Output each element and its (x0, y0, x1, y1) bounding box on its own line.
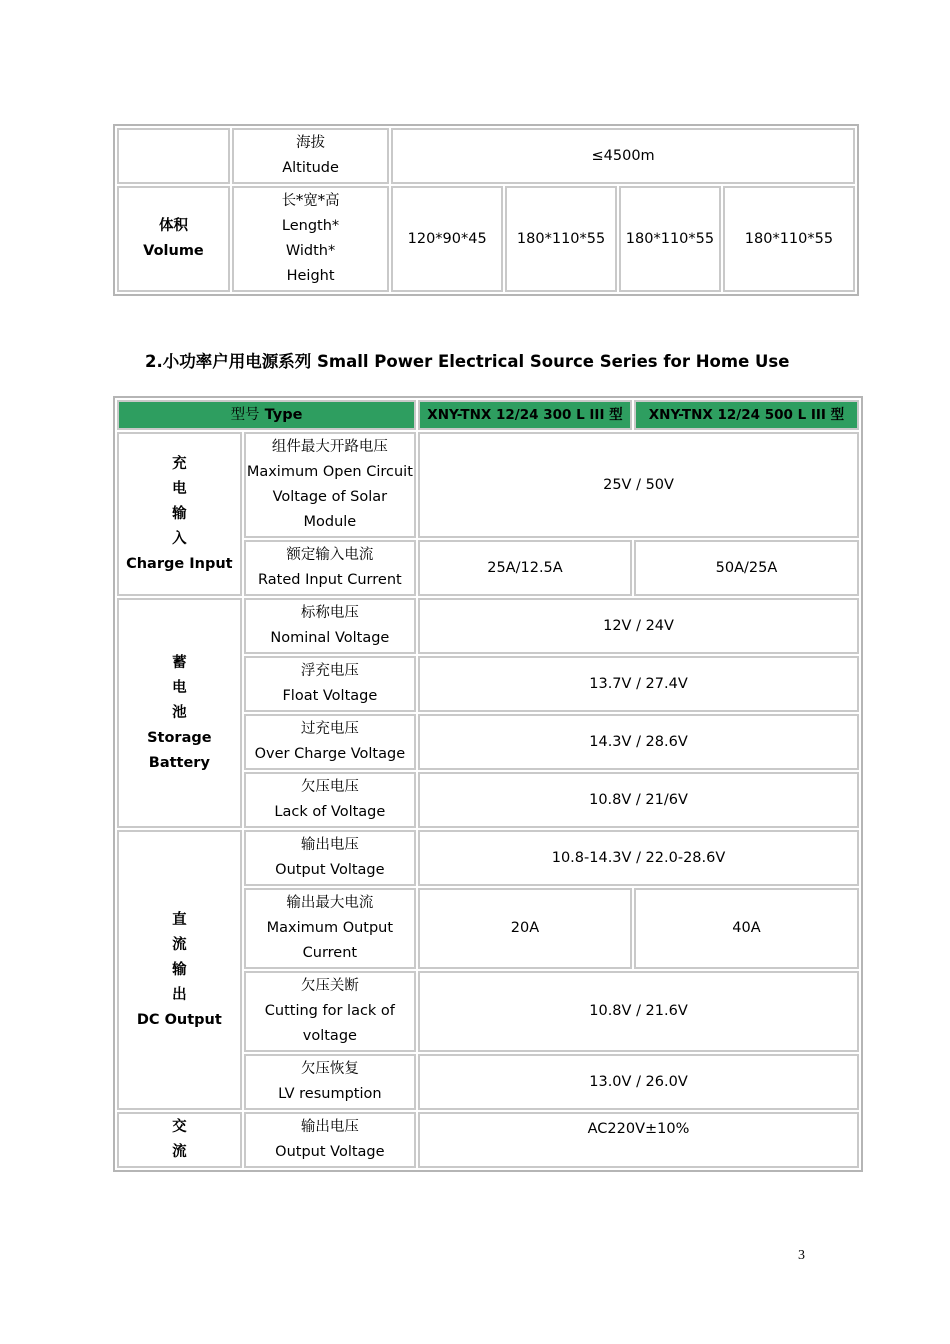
param-en: LV resumption (278, 1086, 382, 1102)
table-row (117, 830, 859, 886)
header-type (117, 400, 416, 430)
param-cn: 长*宽*高 (281, 193, 340, 209)
param-en-line: Cutting for lack of (264, 1003, 395, 1019)
section-title-en: Small Power Electrical Source Series for Home Use (311, 352, 790, 371)
param-cell (244, 432, 416, 538)
param-cell (244, 656, 416, 712)
value-cell: 25A/12.5A (418, 540, 632, 596)
param-en: Rated Input Current (258, 572, 402, 588)
param-en: Nominal Voltage (270, 630, 390, 646)
category-en: Volume (143, 243, 204, 259)
param-en-line: Current (302, 945, 358, 961)
value-cell: 14.3V / 28.6V (418, 714, 859, 770)
param-en: Lack of Voltage (274, 804, 386, 820)
header-type-en: Type (259, 406, 303, 423)
value-cell: 13.7V / 27.4V (418, 656, 859, 712)
page-number: 3 (798, 1248, 805, 1263)
param-en: Float Voltage (282, 688, 378, 704)
value-cell: 20A (418, 888, 632, 969)
param-cell (244, 1112, 416, 1168)
value-cell: 12V / 24V (418, 598, 859, 654)
value-cell: 180*110*55 (505, 186, 617, 292)
param-cn: 输出最大电流 (286, 895, 374, 911)
section-title-cn: 小功率户用电源系列 (162, 352, 312, 371)
power-source-specs-table (113, 396, 863, 1172)
param-en: Altitude (282, 160, 339, 176)
category-cn: 电 (172, 480, 187, 497)
param-en: Over Charge Voltage (254, 746, 406, 762)
value-cell: 13.0V / 26.0V (418, 1054, 859, 1110)
param-cell (244, 540, 416, 596)
param-cn: 海拔 (296, 135, 326, 151)
category-cn: 充 (172, 455, 187, 472)
param-en-line: voltage (302, 1028, 357, 1044)
param-cn: 过充电压 (300, 721, 359, 737)
param-en-line: Maximum Open Circuit (246, 464, 413, 480)
category-en: Battery (148, 754, 210, 771)
param-en: Output Voltage (275, 1144, 385, 1160)
param-cn: 欠压关断 (300, 978, 359, 994)
value-cell: 25V / 50V (418, 432, 859, 538)
param-en-line: Voltage of Solar (272, 489, 388, 505)
header-type-cn: 型号 (230, 406, 260, 423)
category-en: DC Output (136, 1011, 222, 1028)
category-cn: 电 (172, 679, 187, 696)
table-row (117, 432, 859, 538)
param-cell (244, 598, 416, 654)
header-model-2: XNY-TNX 12/24 500 L III 型 (634, 400, 859, 430)
category-cn: 输 (172, 961, 187, 978)
category-cn: 池 (172, 704, 187, 721)
value-cell: 10.8-14.3V / 22.0-28.6V (418, 830, 859, 886)
category-cn: 直 (172, 911, 187, 928)
value-cell: 180*110*55 (619, 186, 721, 292)
category-cn: 流 (172, 1144, 187, 1160)
param-cn: 组件最大开路电压 (271, 439, 388, 455)
param-cell-dimensions (232, 186, 389, 292)
value-cell: AC220V±10% (418, 1112, 859, 1168)
param-en-line: Width* (285, 243, 336, 259)
param-cn: 输出电压 (300, 837, 359, 853)
param-cell (244, 971, 416, 1052)
value-cell: ≤4500m (391, 128, 855, 184)
param-cn: 输出电压 (300, 1119, 359, 1135)
param-en-line: Module (303, 514, 357, 530)
category-cell-empty (117, 128, 230, 184)
param-cell (244, 714, 416, 770)
param-cn: 标称电压 (300, 605, 359, 621)
param-cn: 浮充电压 (300, 663, 359, 679)
param-cell (244, 888, 416, 969)
param-cell-altitude (232, 128, 389, 184)
category-cn: 入 (172, 530, 187, 547)
param-cn: 欠压恢复 (300, 1061, 359, 1077)
table-row (117, 186, 855, 292)
param-cell (244, 1054, 416, 1110)
category-cn: 蓄 (172, 654, 187, 671)
category-cell-dc-output (117, 830, 242, 1110)
table-header-row (117, 400, 859, 430)
value-cell: 10.8V / 21.6V (418, 971, 859, 1052)
section-title (145, 348, 789, 372)
param-cell (244, 830, 416, 886)
category-cn: 交 (172, 1119, 187, 1135)
value-cell: 120*90*45 (391, 186, 503, 292)
param-en-line: Height (286, 268, 335, 284)
value-cell: 180*110*55 (723, 186, 855, 292)
header-model-1: XNY-TNX 12/24 300 L III 型 (418, 400, 632, 430)
value-cell: 40A (634, 888, 859, 969)
category-cell-charge-input (117, 432, 242, 596)
category-cn: 出 (172, 986, 187, 1003)
param-en-line: Length* (281, 218, 340, 234)
param-cell (244, 772, 416, 828)
param-cn: 额定输入电流 (286, 547, 374, 563)
table-row (117, 598, 859, 654)
value-cell: 50A/25A (634, 540, 859, 596)
category-en: Charge Input (126, 555, 233, 572)
category-cell-ac (117, 1112, 242, 1168)
category-cn: 体积 (158, 218, 188, 234)
category-cell-storage-battery (117, 598, 242, 828)
table-row (117, 128, 855, 184)
param-en-line: Maximum Output (266, 920, 394, 936)
table-row (117, 1112, 859, 1168)
category-cell-volume (117, 186, 230, 292)
specs-table-continued (113, 124, 859, 296)
section-number: 2. (145, 352, 163, 371)
category-cn: 流 (172, 936, 187, 953)
value-cell: 10.8V / 21/6V (418, 772, 859, 828)
category-en: Storage (147, 729, 212, 746)
category-cn: 输 (172, 505, 187, 522)
param-cn: 欠压电压 (300, 779, 359, 795)
param-en: Output Voltage (275, 862, 385, 878)
